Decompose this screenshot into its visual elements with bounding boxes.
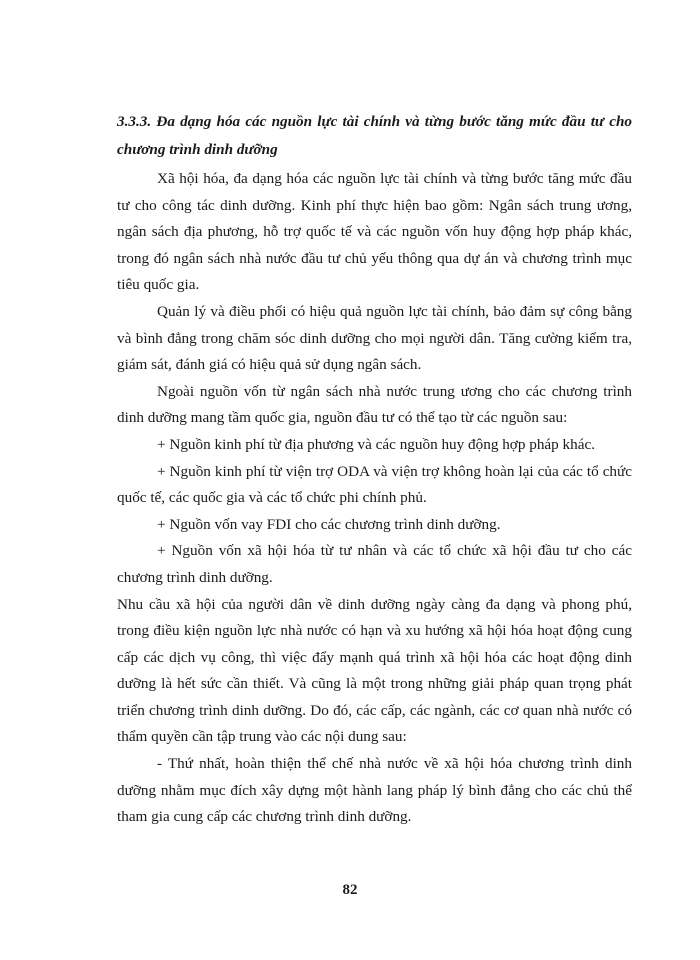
paragraph-funding-sources-intro: Ngoài nguồn vốn từ ngân sách nhà nước trung ương cho các chương trình dinh dưỡng mang tầm quốc gia, nguồn đầu tư có thể tạo từ các nguồn sau: [117, 382, 632, 427]
paragraph-first-measure: - Thứ nhất, hoàn thiện thể chế nhà nước về xã hội hóa chương trình dinh dưỡng nhằm mục đích xây dựng một hành lang pháp lý bình đẳng cho các chủ thể tham gia cung cấp các chương trình dinh dưỡng. [117, 755, 632, 826]
section-heading: 3.3.3. Đa dạng hóa các nguồn lực tài chính và từng bước tăng mức đầu tư cho chương trình dinh dưỡng [117, 113, 632, 158]
list-item-private-funds: + Nguồn vốn xã hội hóa từ tư nhân và các tổ chức xã hội đầu tư cho các chương trình dinh dưỡng. [117, 542, 632, 586]
list-item-fdi-loans: + Nguồn vốn vay FDI cho các chương trình dinh dưỡng. [157, 515, 501, 533]
paragraph-management: Quản lý và điều phối có hiệu quả nguồn lực tài chính, bảo đảm sự công bằng và bình đẳng trong chăm sóc dinh dưỡng cho mọi người dân. Tăng cường kiểm tra, giám sát, đánh giá có hiệu quả sử dụng ngân sách. [117, 302, 632, 374]
page-content [117, 108, 632, 831]
paragraph-social-needs: Nhu cầu xã hội của người dân về dinh dưỡng ngày càng đa dạng và phong phú, trong điều kiện nguồn lực nhà nước có hạn và xu hướng xã hội hóa hoạt động cung cấp các dịch vụ công, thì việc đẩy mạnh quá trình xã hội hóa các hoạt động dinh dưỡng là hết sức cần thiết. Và cũng là một trong những giải pháp quan trọng phát triển chương trình dinh dưỡng. Do đó, các cấp, các ngành, các cơ quan nhà nước có thẩm quyền cần tập trung vào các nội dung sau: [117, 595, 632, 746]
paragraph-socialization: Xã hội hóa, đa dạng hóa các nguồn lực tài chính và từng bước tăng mức đầu tư cho công tác dinh dưỡng. Kinh phí thực hiện bao gồm: Ngân sách trung ương, ngân sách địa phương, hỗ trợ quốc tế và các nguồn vốn huy động hợp pháp khác, trong đó ngân sách nhà nước đầu tư chủ yếu thông qua dự án và chương trình mục tiêu quốc gia. [117, 170, 632, 294]
list-item-oda-funds: + Nguồn kinh phí từ viện trợ ODA và viện trợ không hoàn lại của các tổ chức quốc tế, các quốc gia và các tổ chức phi chính phủ. [117, 462, 632, 507]
page-number: 82 [342, 882, 358, 898]
list-item-local-funds: + Nguồn kinh phí từ địa phương và các nguồn huy động hợp pháp khác. [157, 435, 596, 453]
